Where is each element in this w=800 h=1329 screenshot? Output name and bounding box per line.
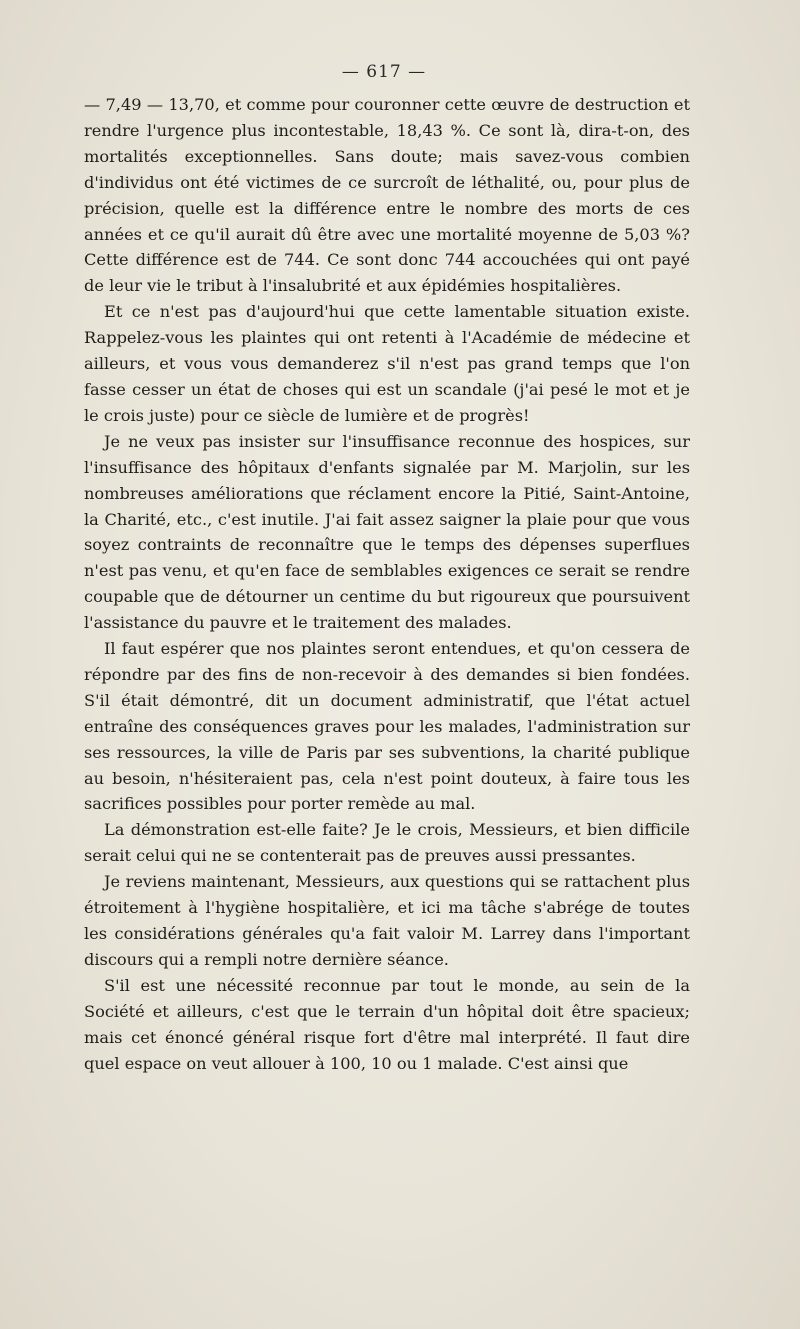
paragraph-5: La démonstration est-elle faite? Je le crois, Messieurs, et bien difficile serait celui qui ne se contenterait pas de preuves aussi pressantes. <box>84 820 690 866</box>
paragraph-4: Il faut espérer que nos plaintes seront entendues, et qu'on cessera de répondre par des fins de non-recevoir à des demandes si bien fondées. S'il était démontré, dit un document administratif, que l'état actuel entraîne des conséquences graves pour les malades, l'administration sur ses ressources, la ville de Paris par ses subventions, la charité publique au besoin, n'hésiteraient pas, cela n'est point douteux, à faire tous les sacrifices possibles pour porter remède au mal. <box>84 639 690 814</box>
page-number: — 617 — <box>341 62 427 82</box>
paragraph-3: Je ne veux pas insister sur l'insuffisance reconnue des hospices, sur l'insuffisance des hôpitaux d'enfants signalée par M. Marjolin, sur les nombreuses améliorations que réclament encore la Pitié, Saint-Antoine, la Charité, etc., c'est inutile. J'ai fait assez saigner la plaie pour que vous soyez contraints de reconnaître que le temps des dépenses superflues n'est pas venu, et qu'en face de semblables exigences ce serait se rendre coupable que de détourner un centime du but rigoureux que poursuivent l'assistance du pauvre et le traitement des malades. <box>84 431 690 633</box>
paragraph-1: — 7,49 — 13,70, et comme pour couronner cette œuvre de destruction et rendre l'urgence plus incontestable, 18,43 %. Ce sont là, dira-t-on, des mortalités exceptionnelles. Sans doute; mais savez-vous combien d'individus ont été victimes de ce surcroît de léthalité, ou, pour plus de précision, quelle est la différence entre le nombre des morts de ces années et ce qu'il aurait dû être avec une mortalité moyenne de 5,03 %? Cette différence est de 744. Ce sont donc 744 accouchées qui ont payé de leur vie le tribut à l'insalubrité et aux épidémies hospitalières. <box>84 95 690 296</box>
paragraph-2: Et ce n'est pas d'aujourd'hui que cette lamentable situation existe. Rappelez-vous les plaintes qui ont retenti à l'Académie de médecine et ailleurs, et vous vous demanderez s'il n'est pas grand temps que l'on fasse cesser un état de choses qui est un scandale (j'ai pesé le mot et je le crois juste) pour ce siècle de lumière et de progrès! <box>84 302 690 425</box>
paragraph-7: S'il est une nécessité reconnue par tout le monde, au sein de la Société et ailleurs, c'est que le terrain d'un hôpital doit être spacieux; mais cet énoncé général risque fort d'être mal interprété. Il faut dire quel espace on veut allouer à 100, 10 ou 1 malade. C'est ainsi que <box>84 975 690 1073</box>
paragraph-6: Je reviens maintenant, Messieurs, aux questions qui se rattachent plus étroitement à l'hygiène hospitalière, et ici ma tâche s'abrége de toutes les considérations générales qu'a fait valoir M. Larrey dans l'important discours qui a rempli notre dernière séance. <box>84 872 690 969</box>
body-text <box>84 92 690 1076</box>
